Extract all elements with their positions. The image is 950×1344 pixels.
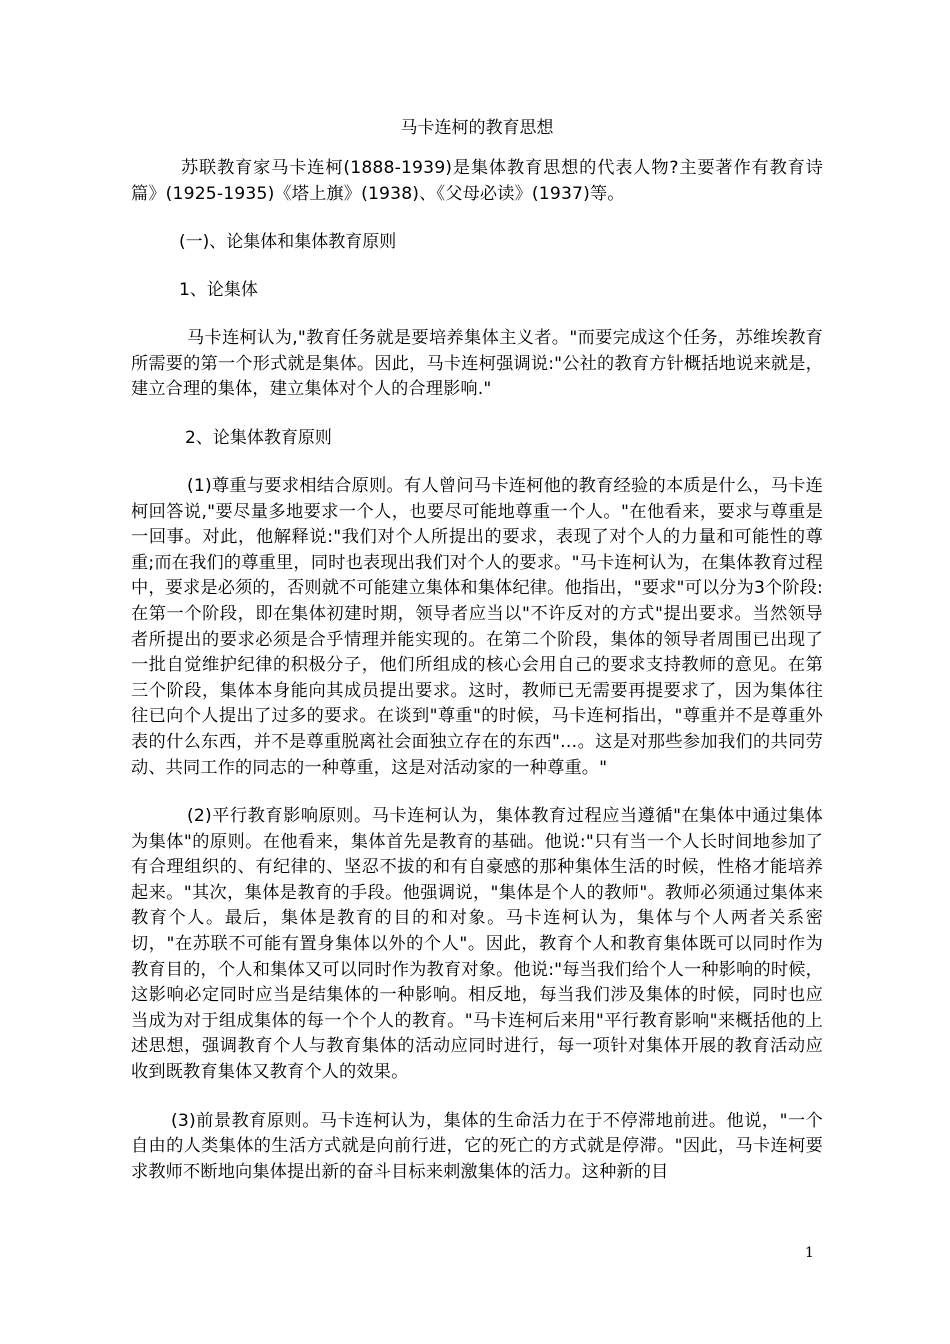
intro-paragraph: 苏联教育家马卡连柯(1888-1939)是集体教育思想的代表人物?主要著作有教育诗篇》(1925-1935)《塔上旗》(1938)、《父母必读》(1937)等。 xyxy=(131,158,823,204)
document-page xyxy=(131,116,823,1208)
principle-parallel-influence: (2)平行教育影响原则。马卡连柯认为，集体教育过程应当遵循"在集体中通过集体为集体"的原则。在他看来，集体首先是教育的基础。他说:"只有当一个人长时间地参加了有合理组织的、有纪律的、坚忍不拔的和有自豪感的那种集体生活的时候，性格才能培养起来。"其次，集体是教育的手段。他强调说，"集体是个人的教师"。教师必须通过集体来教育个人。最后，集体是教育的目的和对象。马卡连柯认为，集体与个人两者关系密切，"在苏联不可能有置身集体以外的个人"。因此，教育个人和教育集体既可以同时作为教育目的，个人和集体又可以同时作为教育对象。他说:"每当我们给个人一种影响的时候，这影响必定同时应当是结集体的一种影响。相反地，每当我们涉及集体的时候，同时也应当成为对于组成集体的每一个个人的教育。"马卡连柯后来用"平行教育影响"来概括他的上述思想，强调教育个人与教育集体的活动应同时进行，每一项针对集体开展的教育活动应收到既教育集体又教育个人的效果。 xyxy=(131,806,823,1083)
subsection-heading-collective: 1、论集体 xyxy=(179,280,258,301)
principle-prospect: (3)前景教育原则。马卡连柯认为，集体的生命活力在于不停滞地前进。他说，"一个自由的人类集体的生活方式就是向前行进，它的死亡的方式就是停滞。"因此，马卡连柯要求教师不断地向集体提出新的奋斗目标来刺激集体的活力。这种新的目 xyxy=(131,1110,823,1182)
collective-paragraph: 马卡连柯认为,"教育任务就是要培养集体主义者。"而要完成这个任务，苏维埃教育所需要的第一个形式就是集体。因此，马卡连柯强调说:"公社的教育方针概括地说来就是，建立合理的集体，建立集体对个人的合理影响." xyxy=(131,328,823,400)
document-title: 马卡连柯的教育思想 xyxy=(400,118,554,138)
principle-respect-demand: (1)尊重与要求相结合原则。有人曾问马卡连柯他的教育经验的本质是什么，马卡连柯回答说,"要尽量多地要求一个人，也要尽可能地尊重一个人。"在他看来，要求与尊重是一回事。对此，他解释说:"我们对个人所提出的要求，表现了对个人的力量和可能性的尊重;而在我们的尊重里，同时也表现出我们对个人的要求。"马卡连柯认为，在集体教育过程中，要求是必须的，否则就不可能建立集体和集体纪律。他指出，"要求"可以分为3个阶段:在第一个阶段，即在集体初建时期，领导者应当以"不许反对的方式"提出要求。当然领导者所提出的要求必须是合乎情理并能实现的。在第二个阶段，集体的领导者周围已出现了一批自觉维护纪律的积极分子，他们所组成的核心会用自己的要求支持教师的意见。在第三个阶段，集体本身能向其成员提出要求。这时，教师已无需要再提要求了，因为集体往往已向个人提出了过多的要求。在谈到"尊重"的时候，马卡连柯指出，"尊重并不是尊重外表的什么东西，并不是尊重脱离社会面独立存在的东西"…。这是对那些参加我们的共同劳动、共同工作的同志的一种尊重，这是对活动家的一种尊重。" xyxy=(131,475,823,778)
subsection-heading-principles: 2、论集体教育原则 xyxy=(185,427,332,448)
section-heading: (一)、论集体和集体教育原则 xyxy=(179,232,397,253)
page-number: 1 xyxy=(805,1245,814,1261)
